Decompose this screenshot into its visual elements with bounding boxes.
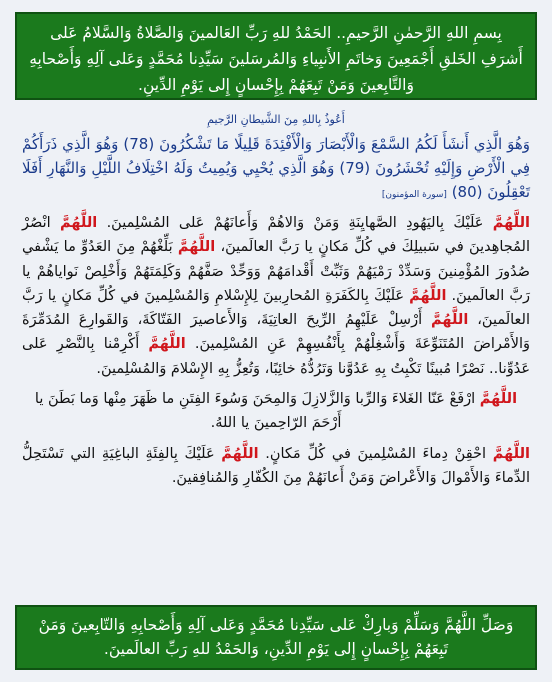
duaa-p1-part-5: أَرْسِلْ عَلَيْهِمُ الرِّيحَ العاتِيَةَ، وَالأَعاصيرَ الفَتّاكَةَ، وَالقَوارِعَ المُدَمِّرَةَ وَالأَمْراضَ المُتَنَوِّعَةَ وَأَشْغِلْهُمْ بِأَنْفُسِهِمْ عَنِ المُسْلِمينَ. — [22, 312, 531, 353]
isti-adha: أَعُوذُ بِاللهِ مِنَ الشَّيطانِ الرَّجيمِ — [207, 113, 345, 126]
allahumma-7: اللَّهُمَّ — [479, 391, 518, 408]
allahumma-6: اللَّهُمَّ — [148, 336, 186, 353]
duaa-paragraph-3 — [22, 442, 530, 491]
header-banner-text: بِسمِ اللهِ الرَّحمٰنِ الرَّحيمِ.. الحَمْدُ للهِ رَبِّ العَالمينَ وَالصَّلاةُ وَالسَّلامُ عَلى أَشرَفِ الخَلقِ أَجْمَعِينَ وَخاتَمِ الأَنبِياءِ وَالمُرسَلينَ سَيِّدِنا مُحَمَّدٍ وَعَلى آلِهِ وَأَصْحابِهِ وَالتَّابِعينَ وَمَنْ تَبِعَهُمْ بِإِحْسانٍ إِلى يَوْمِ الدِّينِ. — [29, 24, 523, 94]
footer-banner — [15, 605, 537, 670]
duaa-paragraph-2 — [22, 387, 530, 436]
sura-reference: [سورة المؤمنون] — [381, 190, 447, 200]
duaa-p1-part-6: أَكْرِمْنا بِالنَّصْرِ عَلى عَدُوِّنا.. نَصْرًا مُبينًا تَكْبِتُ بِهِ عَدُوَّنا وَتَرُدُّهُ خائِبًا، وَتُعِزُّ بِهِ الإِسْلامَ وَالمُسْلِمينَ. — [22, 336, 530, 377]
duaa-p2-text: ارْفَعْ عَنّا الغَلاءَ وَالرِّبا وَالزَّلازِلَ وَالمِحَنَ وَسُوءَ الفِتَنِ ما ظَهَرَ مِنْها وَما بَطَنَ يا أَرْحَمَ الرّاحِمينَ يا اللهُ. — [34, 391, 480, 432]
allahumma-8: اللَّهُمَّ — [492, 445, 530, 462]
footer-banner-text: وَصَلِّ اللَّهُمَّ وَسَلِّمْ وَبارِكْ عَلى سَيِّدِنا مُحَمَّدٍ وَعَلى آلِهِ وَأَصْحابِهِ وَالتّابِعينَ وَمَنْ تَبِعَهُمْ بِإِحْسانٍ إِلى يَوْمِ الدِّينِ، وَالحَمْدُ للهِ رَبِّ العالَمينَ. — [38, 616, 514, 658]
allahumma-9: اللَّهُمَّ — [221, 445, 259, 462]
quran-verses — [22, 132, 530, 207]
main-content — [22, 112, 530, 600]
duaa-p1-part-2: انْصُرْ المُجاهِدينَ في سَبيلِكَ في كُلِّ مَكانٍ يا رَبَّ العالَمينَ، — [22, 215, 530, 256]
duaa-paragraph-1 — [22, 211, 530, 381]
allahumma-4: اللَّهُمَّ — [409, 287, 447, 304]
duaa-p1-part-1: عَلَيْكَ بِاليَهُودِ الصَّهايِنَةِ وَمَنْ وَالاهُمْ وَأَعانَهُمْ عَلى المُسْلِمينَ. — [97, 215, 493, 231]
quran-text: وَهُوَ الَّذِي أَنشَأَ لَكُمُ السَّمْعَ وَالْأَبْصَارَ وَالْأَفْئِدَةَ قَلِيلًا مَا تَشْكُرُونَ (78) وَهُوَ الَّذِي ذَرَأَكُمْ فِي الْأَرْضِ وَإِلَيْهِ تُحْشَرُونَ (79) وَهُوَ الَّذِي يُحْيِي وَيُمِيتُ وَلَهُ اخْتِلَافُ اللَّيْلِ وَالنَّهَارِ أَفَلَا تَعْقِلُونَ (80) — [22, 135, 530, 201]
duaa-p3-part-1: احْقِنْ دِماءَ المُسْلِمينَ في كُلِّ مَكانٍ. — [258, 445, 493, 462]
allahumma-3: اللَّهُمَّ — [177, 239, 216, 256]
duaa-p1-part-3: بَلِّغْهُمْ مِنَ العَدُوِّ ما يَشْفي صُدُورَ المُؤْمِنينَ وَسَدِّدْ رَمْيَهُمْ وَثَبِّتْ أَقْدامَهُمْ وَوَحِّدْ صَفَّهُمْ وَكَلِمَتَهُمْ وَأَخْلِصْ نَواياهُمْ يا رَبَّ العالَمينَ. — [22, 239, 530, 304]
allahumma-1: اللَّهُمَّ — [492, 215, 530, 231]
allahumma-5: اللَّهُمَّ — [431, 312, 469, 329]
duaa-p3-part-2: عَلَيْكَ بِالفِئَةِ الباغِيَةِ التي تَسْتَحِلُّ الدِّماءَ وَالأَمْوالَ وَالأَعْراضَ وَمَنْ أَعانَهُمْ مِنَ الكُفّارِ وَالمُنافِقينَ. — [22, 445, 530, 486]
header-banner — [15, 12, 537, 100]
duaa-p1-part-4: عَلَيْكَ بِالكَفَرَةِ المُحارِبينَ لِلإِسْلامِ وَالمُسْلِمينَ في كُلِّ مَكانٍ يا رَبَّ العالَمينَ، — [22, 287, 530, 329]
allahumma-2: اللَّهُمَّ — [59, 215, 98, 231]
